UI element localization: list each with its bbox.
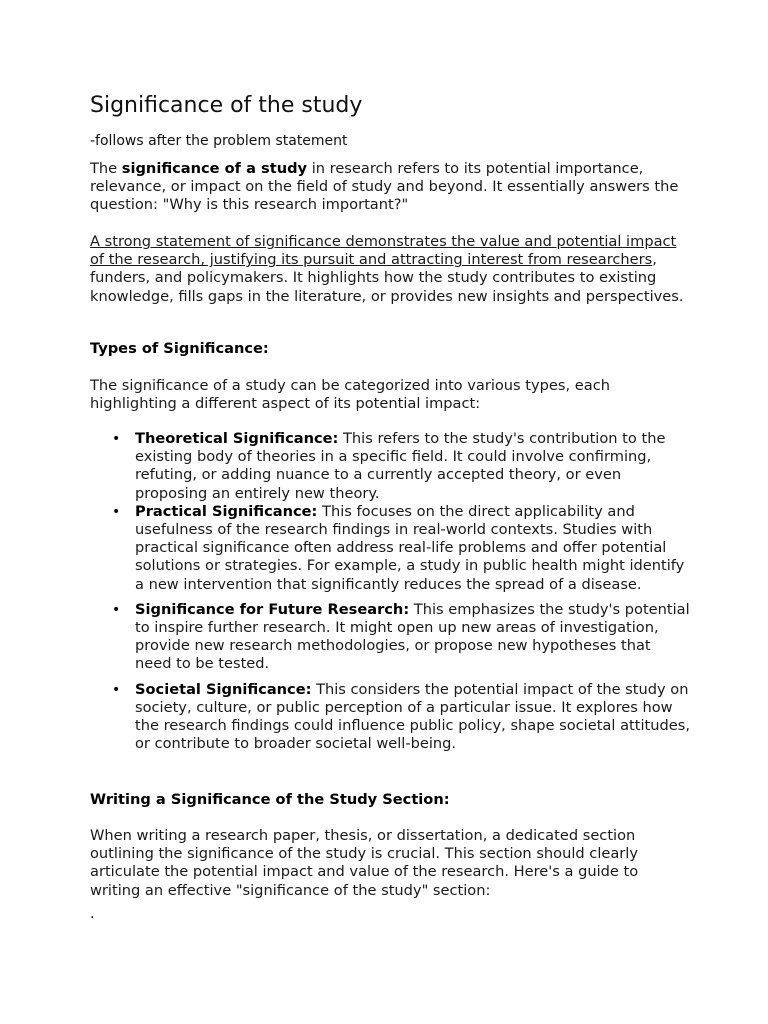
writing-paragraph: When writing a research paper, thesis, or dissertation, a dedicated section outlining the significance of the study is crucial. This section should clearly articulate the potential impact and value of the research. Here's a guide to writing an effective "significance of the study" section:	[90, 827, 639, 899]
statement-underlined: A strong statement of significance demonstrates the value and potential impact of the research, justifying its pursuit and attracting interest from researchers	[90, 233, 677, 269]
statement-paragraph	[90, 233, 690, 306]
list-item	[90, 430, 690, 503]
list-item	[90, 601, 690, 674]
types-heading: Types of Significance:	[90, 340, 269, 357]
bullet-icon: •	[112, 431, 121, 447]
list-item	[90, 681, 690, 754]
intro-post: in research refers to its potential importance, relevance, or impact on the field of study and beyond. It essentially answers the question: "Why is this research important?"	[90, 160, 679, 214]
type-description: This focuses on the direct applicability and usefulness of the research findings in real-world contexts. Studies with practical significance often address real-life problems and offer potential solutions or strategies. For example, a study in public health might identify a new intervention that significantly reduces the spread of a disease.	[135, 502, 685, 593]
list-item	[90, 503, 690, 594]
type-description: This refers to the study's contribution to the existing body of theories in a specific field. It could involve confirming, refuting, or adding nuance to a currently accepted theory, or even proposing an entirely new theory.	[135, 430, 666, 502]
type-description: This emphasizes the study's potential to inspire further research. It might open up new areas of investigation, provide new research methodologies, or propose new hypotheses that need to be tested.	[135, 600, 690, 673]
type-term: Practical Significance:	[135, 502, 318, 520]
type-term: Theoretical Significance:	[135, 430, 339, 447]
type-description: This considers the potential impact of the study on society, culture, or public perception of a particular issue. It explores how the research findings could influence public policy, shape societal attitudes, or contribute to broader societal well-being.	[135, 680, 690, 753]
type-term: Societal Significance:	[135, 680, 312, 698]
trailing-mark: .	[90, 906, 95, 922]
writing-heading: Writing a Significance of the Study Section:	[90, 791, 450, 808]
subtitle: -follows after the problem statement	[90, 133, 348, 149]
page-title: Significance of the study	[90, 93, 363, 118]
intro-pre: The	[90, 160, 122, 177]
statement-rest: , funders, and policymakers. It highlights how the study contributes to existing knowledge, fills gaps in the literature, or provides new insights and perspectives.	[90, 251, 684, 305]
bullet-icon: •	[112, 601, 121, 618]
intro-paragraph	[90, 160, 690, 215]
bullet-icon: •	[112, 681, 121, 698]
types-list	[90, 430, 690, 753]
bullet-icon: •	[112, 503, 121, 520]
types-intro: The significance of a study can be categorized into various types, each highlighting a different aspect of its potential impact:	[90, 377, 610, 413]
intro-bold-term: significance of a study	[121, 160, 308, 177]
type-term: Significance for Future Research:	[135, 600, 410, 618]
